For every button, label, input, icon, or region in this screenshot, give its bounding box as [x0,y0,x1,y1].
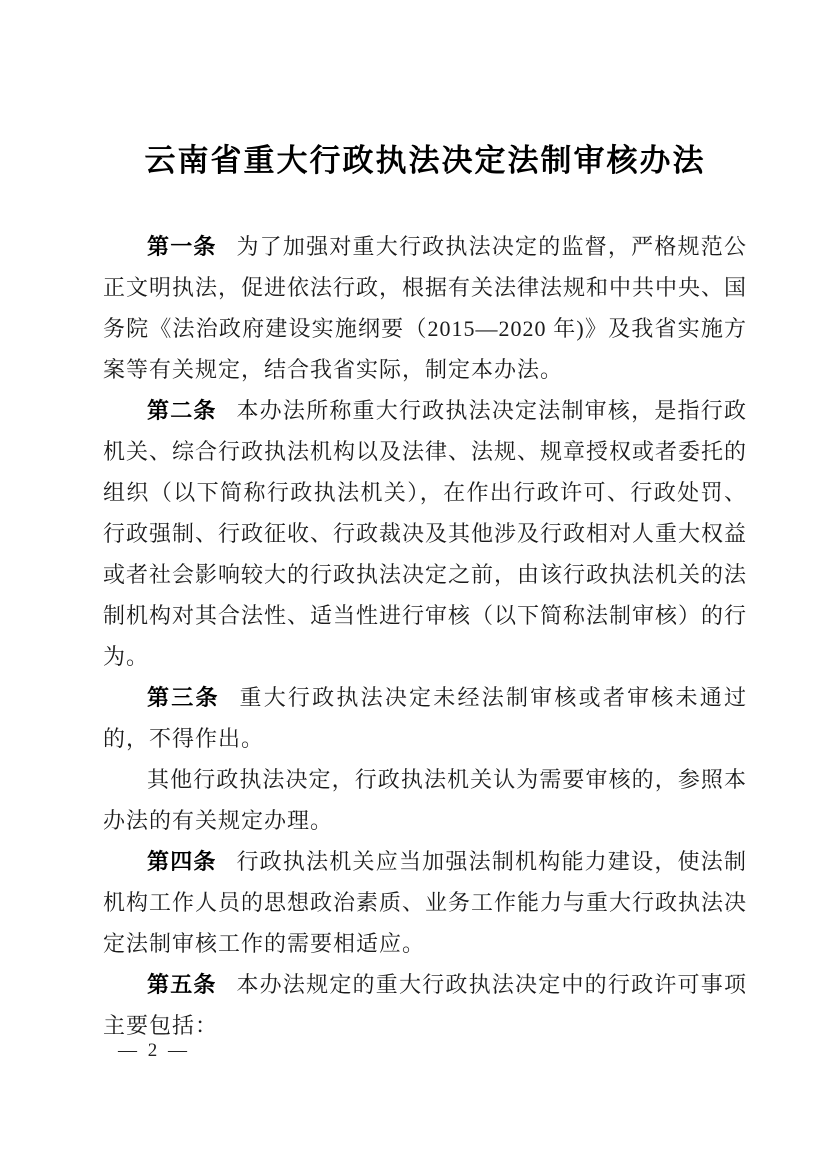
article-text: 本办法规定的重大行政执法决定中的行政许可事项主要包括： [103,972,747,1038]
article-label: 第四条 [147,849,217,874]
article-text: 为了加强对重大行政执法决定的监督，严格规范公正文明执法，促进依法行政，根据有关法律法规和中共中央、国务院《法治政府建设实施纲要（2015—2020 年)》及我省实施方案等有关规定，结合我省实际，制定本办法。 [103,234,748,382]
paragraph-article-3 [103,677,747,759]
paragraph-article-3-continued [103,759,747,841]
article-label: 第三条 [147,685,220,710]
page-title: 云南省重大行政执法决定法制审核办法 [144,143,706,178]
document-body [103,226,747,1046]
page-number: — 2 — [118,1040,190,1061]
paragraph-article-2 [103,390,747,677]
paragraph-article-1 [103,226,747,390]
paragraph-article-5 [103,964,747,1046]
article-text: 本办法所称重大行政执法决定法制审核，是指行政机关、综合行政执法机构以及法律、法规、规章授权或者委托的组织（以下简称行政执法机关），在作出行政许可、行政处罚、行政强制、行政征收、行政裁决及其他涉及行政相对人重大权益或者社会影响较大的行政执法决定之前，由该行政执法机关的法制机构对其合法性、适当性进行审核（以下简称法制审核）的行为。 [103,398,748,669]
paragraph-article-4 [103,841,747,964]
article-label: 第一条 [147,234,217,259]
article-label: 第二条 [147,398,217,423]
article-text: 其他行政执法决定，行政执法机关认为需要审核的，参照本办法的有关规定办理。 [103,767,747,833]
article-text: 行政执法机关应当加强法制机构能力建设，使法制机构工作人员的思想政治素质、业务工作能力与重大行政执法决定法制审核工作的需要相适应。 [103,849,748,956]
article-label: 第五条 [147,972,217,997]
document-page [103,0,747,1046]
article-text: 重大行政执法决定未经法制审核或者审核未通过的，不得作出。 [103,685,747,751]
